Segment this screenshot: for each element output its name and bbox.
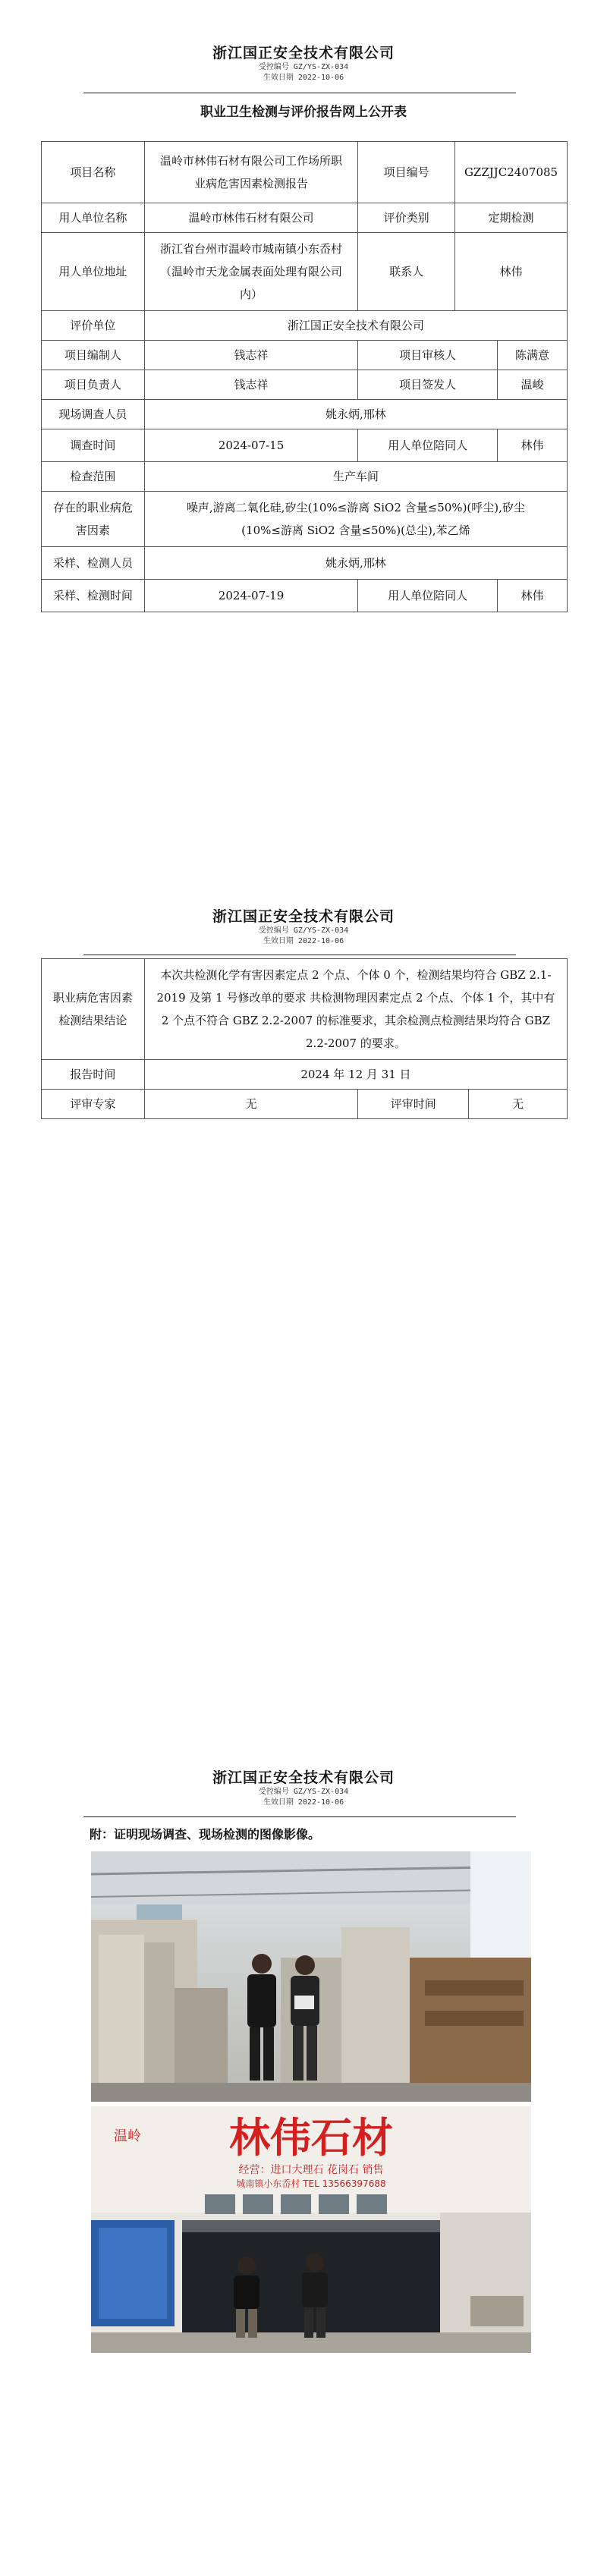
address-label: 用人单位地址 [42,233,145,311]
project-no-label: 项目编号 [358,142,455,203]
table-row [42,959,568,1060]
signer: 温峻 [498,370,568,400]
employer: 温岭市林伟石材有限公司 [144,203,357,233]
hazards-label: 存在的职业病危害因素 [42,492,145,547]
report-time-label: 报告时间 [42,1060,145,1090]
table-row [42,580,568,612]
table-row [42,203,568,233]
control-code: 受控编号 GZ/YS-ZX-034 [258,63,349,71]
table-row [42,233,568,311]
sign-text: 林伟石材 [229,2114,393,2162]
eval-unit-label: 评价单位 [42,311,145,341]
site-photo-storefront [91,2106,531,2353]
project-name: 温岭市林伟石材有限公司工作场所职业病危害因素检测报告 [144,142,357,203]
project-no: GZZJJC2407085 [455,142,568,203]
project-name-label: 项目名称 [42,142,145,203]
compiler: 钱志祥 [144,341,357,370]
sampling-time-label: 采样、检测时间 [42,580,145,612]
reviewer: 陈满意 [498,341,568,370]
table-row [42,400,568,429]
leader-label: 项目负责人 [42,370,145,400]
accompany2: 林伟 [498,580,568,612]
table-row [42,341,568,370]
page-2 [0,905,607,947]
page-header [0,905,607,947]
conclusion-label: 职业病危害因素检测结果结论 [42,959,145,1060]
address: 浙江省台州市温岭市城南镇小东岙村 （温岭市天龙金属表面处理有限公司内） [144,233,357,311]
experts-label: 评审专家 [42,1090,145,1119]
conclusion: 本次共检测化学有害因素定点 2 个点、个体 0 个，检测结果均符合 GBZ 2.1-2019 及第 1 号修改单的要求 共检测物理因素定点 2 个点、个体 1 个，其中有 2 个点不符合 GBZ 2.2-2007 的标准要求，其余检测点检测结果均符合 GBZ 2.2-2007 的要求。 [144,959,567,1060]
table-row [42,547,568,580]
experts: 无 [144,1090,358,1119]
accompany-label: 用人单位陪同人 [358,429,498,462]
table-row [42,370,568,400]
eval-type: 定期检测 [455,203,568,233]
disclosure-table [41,141,568,612]
leader: 钱志祥 [144,370,357,400]
effective-date: 生效日期 2022-10-06 [263,1798,344,1807]
table-row [42,1090,568,1119]
sign-sub: 经营：进口大理石 花岗石 销售 [238,2164,384,2176]
report-title: 职业卫生检测与评价报告网上公开表 [200,105,407,120]
page-header [0,1766,607,1808]
reviewer-label: 项目审核人 [358,341,498,370]
attachment-note: 附：证明现场调查、现场检测的图像影像。 [90,1827,321,1842]
contact-label: 联系人 [358,233,455,311]
company-name: 浙江国正安全技术有限公司 [212,908,395,925]
sampling-time: 2024-07-19 [144,580,357,612]
table-row [42,142,568,203]
company-name: 浙江国正安全技术有限公司 [212,1769,395,1786]
effective-date: 生效日期 2022-10-06 [263,937,344,945]
site-photo-workshop [91,1851,531,2102]
table-row [42,311,568,341]
header-rule [83,1816,516,1817]
eval-type-label: 评价类别 [358,203,455,233]
page-1 [0,42,607,83]
table-row [42,1060,568,1090]
accompany2-label: 用人单位陪同人 [358,580,498,612]
control-code: 受控编号 GZ/YS-ZX-034 [258,926,349,935]
survey-time: 2024-07-15 [144,429,357,462]
company-name: 浙江国正安全技术有限公司 [212,45,395,61]
contact: 林伟 [455,233,568,311]
sampling-staff: 姚永炳,邢林 [144,547,567,580]
report-time: 2024 年 12 月 31 日 [144,1060,567,1090]
table-row [42,429,568,462]
review-time: 无 [469,1090,568,1119]
investigators: 姚永炳,邢林 [144,400,567,429]
investigators-label: 现场调查人员 [42,400,145,429]
employer-label: 用人单位名称 [42,203,145,233]
page-header [0,42,607,83]
survey-time-label: 调查时间 [42,429,145,462]
eval-unit: 浙江国正安全技术有限公司 [144,311,567,341]
effective-date: 生效日期 2022-10-06 [263,74,344,82]
page-3 [0,1766,607,1808]
signer-label: 项目签发人 [358,370,498,400]
accompany: 林伟 [498,429,568,462]
sign-prefix: 温岭 [114,2128,141,2144]
table-row [42,492,568,547]
control-code: 受控编号 GZ/YS-ZX-034 [258,1788,349,1796]
review-time-label: 评审时间 [358,1090,469,1119]
scope-label: 检查范围 [42,462,145,492]
conclusion-table [41,958,568,1119]
scope: 生产车间 [144,462,567,492]
hazards: 噪声,游离二氧化硅,矽尘(10%≤游离 SiO2 含量≤50%)(呼尘),矽尘(10%≤游离 SiO2 含量≤50%)(总尘),苯乙烯 [144,492,567,547]
compiler-label: 项目编制人 [42,341,145,370]
table-row [42,462,568,492]
sampling-staff-label: 采样、检测人员 [42,547,145,580]
sign-sub2: 城南镇小东岙村 TEL 13566397688 [236,2178,386,2189]
